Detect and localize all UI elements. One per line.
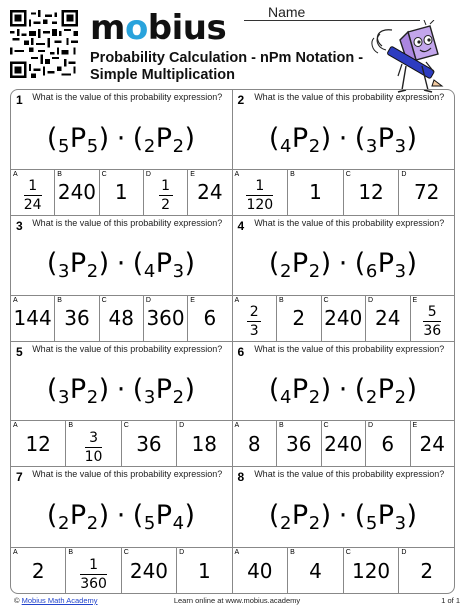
answer-letter: A — [234, 422, 240, 430]
answer-value: 240 — [324, 306, 363, 330]
answer-letter: D — [368, 296, 374, 304]
answer-option-b[interactable] — [288, 170, 344, 215]
answer-letter: C — [323, 422, 329, 430]
answer-choices — [233, 169, 455, 215]
answer-option-d[interactable] — [366, 421, 411, 466]
m-value: 2 — [86, 261, 99, 283]
n-value: 3 — [57, 261, 70, 283]
m-value: 3 — [394, 135, 407, 157]
n-value: 2 — [143, 135, 156, 157]
answer-value: $\frac{1}{2}$ — [159, 171, 173, 213]
answer-value: 8 — [247, 431, 261, 456]
answer-option-d[interactable] — [144, 296, 188, 341]
answer-letter: E — [190, 296, 195, 304]
answer-value: 1 — [197, 558, 211, 583]
answer-option-b[interactable] — [55, 170, 99, 215]
answer-letter: B — [68, 549, 74, 556]
answer-choices — [11, 169, 232, 215]
answer-letter: C — [123, 549, 129, 556]
answer-option-b[interactable] — [66, 421, 121, 466]
question-7 — [11, 467, 233, 593]
answer-choices — [233, 547, 455, 593]
answer-option-c[interactable] — [344, 170, 400, 215]
answer-value: 240 — [324, 431, 363, 456]
question-5 — [11, 342, 233, 468]
permutation-expression: ( 2 P 2 ) · ( 5 P 3 ) — [268, 499, 418, 534]
question-number: 3 — [16, 218, 23, 233]
answer-letter: A — [234, 170, 240, 178]
answer-letter: B — [279, 296, 284, 304]
permutation-expression: ( 5 P 5 ) · ( 2 P 2 ) — [46, 122, 196, 157]
m-value: 3 — [394, 512, 407, 534]
n-value: 5 — [57, 135, 70, 157]
answer-value: 6 — [381, 431, 395, 456]
answer-value: 2 — [292, 306, 306, 330]
n-value: 2 — [365, 387, 378, 408]
answer-letter: E — [412, 422, 418, 430]
mascot-illustration — [368, 20, 460, 100]
answer-letter: C — [123, 422, 129, 430]
answer-value: 2 — [420, 558, 434, 583]
answer-option-d[interactable] — [366, 296, 411, 341]
answer-option-c[interactable] — [122, 548, 177, 593]
m-value: 2 — [308, 135, 321, 157]
answer-option-c[interactable] — [100, 296, 144, 341]
mobius-academy-link[interactable]: Mobius Math Academy — [21, 596, 98, 605]
question-4 — [233, 216, 455, 342]
question-prompt: What is the value of this probability expression? — [254, 343, 445, 354]
answer-option-b[interactable] — [277, 296, 322, 341]
answer-choices — [11, 420, 232, 466]
answer-choices — [11, 547, 232, 593]
m-value: 3 — [394, 261, 407, 283]
answer-value: 4 — [309, 558, 322, 583]
page-number: 1 of 1 — [441, 596, 460, 605]
n-value: 2 — [279, 512, 292, 534]
answer-letter: E — [190, 170, 195, 178]
answer-option-d[interactable] — [399, 170, 454, 215]
answer-letter: C — [323, 296, 329, 304]
answer-letter: B — [290, 549, 295, 556]
answer-letter: D — [145, 170, 151, 178]
permutation-expression: ( 2 P 2 ) · ( 5 P 4 ) — [46, 499, 196, 534]
answer-value: 120 — [351, 558, 391, 583]
answer-value: $\frac{1}{120}$ — [246, 178, 274, 214]
n-value: 3 — [365, 135, 378, 157]
question-2 — [233, 90, 455, 216]
answer-option-a[interactable] — [233, 548, 289, 593]
n-value: 6 — [365, 261, 378, 283]
answer-value: $\frac{2}{3}$ — [247, 297, 261, 339]
m-value: 4 — [172, 512, 185, 534]
answer-value: 240 — [129, 558, 169, 583]
answer-letter: D — [179, 549, 185, 556]
answer-option-c[interactable] — [100, 170, 144, 215]
answer-letter: B — [290, 170, 295, 178]
question-number: 2 — [237, 93, 245, 107]
answer-letter: B — [279, 422, 284, 430]
answer-option-a[interactable] — [233, 170, 289, 215]
answer-letter: A — [13, 549, 18, 556]
n-value: 5 — [143, 512, 156, 534]
answer-value: 36 — [286, 431, 312, 456]
answer-option-c[interactable] — [322, 421, 367, 466]
answer-value: 1 — [114, 180, 128, 205]
answer-value: 2 — [31, 558, 45, 583]
question-number: 8 — [237, 470, 245, 485]
answer-letter: B — [68, 422, 74, 430]
footer-copyright: © Mobius Math Academy — [14, 596, 98, 605]
answer-option-a[interactable] — [11, 296, 55, 341]
answer-option-d[interactable] — [399, 548, 454, 593]
answer-value: $\frac{5}{36}$ — [423, 304, 442, 339]
question-number: 4 — [237, 218, 245, 233]
n-value: 2 — [279, 261, 292, 283]
answer-option-e[interactable] — [188, 296, 231, 341]
answer-letter: A — [13, 422, 18, 430]
answer-value: 240 — [57, 180, 97, 205]
answer-letter: D — [145, 296, 151, 304]
question-6 — [233, 342, 455, 468]
answer-value: 36 — [136, 431, 162, 456]
footer-learn-online: Learn online at www.mobius.academy — [173, 596, 301, 605]
answer-letter: C — [345, 549, 351, 556]
answer-option-a[interactable] — [11, 548, 66, 593]
answer-option-e[interactable] — [411, 296, 455, 341]
answer-value: 40 — [247, 558, 273, 583]
permutation-expression: ( 3 P 2 ) · ( 3 P 2 ) — [46, 374, 196, 408]
answer-option-e[interactable] — [188, 170, 231, 215]
m-value: 3 — [172, 261, 185, 283]
answer-choices — [233, 295, 455, 341]
mobius-logo: mobius — [90, 8, 227, 48]
answer-option-d[interactable] — [177, 421, 231, 466]
answer-option-e[interactable] — [411, 421, 455, 466]
answer-option-a[interactable] — [233, 296, 278, 341]
answer-value: 24 — [197, 180, 223, 205]
answer-value: $\frac{3}{10}$ — [84, 429, 103, 465]
m-value: 2 — [172, 135, 185, 157]
answer-option-b[interactable] — [55, 296, 99, 341]
answer-option-a[interactable] — [233, 421, 278, 466]
m-value: 2 — [172, 387, 185, 408]
answer-value: 12 — [358, 180, 384, 205]
question-prompt: What is the value of this probability expression? — [32, 217, 223, 228]
question-prompt: What is the value of this probability expression? — [254, 217, 445, 228]
m-value: 2 — [86, 387, 99, 408]
permutation-expression: ( 3 P 2 ) · ( 4 P 3 ) — [46, 248, 196, 283]
answer-option-b[interactable] — [277, 421, 322, 466]
answer-letter: D — [179, 422, 185, 430]
n-value: 4 — [143, 261, 156, 283]
m-value: 2 — [86, 512, 99, 534]
permutation-expression: ( 2 P 2 ) · ( 6 P 3 ) — [268, 248, 418, 283]
answer-option-c[interactable] — [344, 548, 400, 593]
answer-choices — [233, 420, 455, 466]
permutation-expression: ( 4 P 2 ) · ( 2 P 2 ) — [268, 374, 418, 408]
answer-option-d[interactable] — [144, 170, 188, 215]
m-value: 2 — [394, 387, 407, 408]
worksheet-title: Probability Calculation - nPm Notation - Simple Multiplication — [90, 50, 364, 83]
m-value: 2 — [308, 261, 321, 283]
question-8 — [233, 467, 455, 593]
question-number: 6 — [237, 344, 245, 359]
question-number: 5 — [16, 344, 23, 359]
answer-option-a[interactable] — [11, 170, 55, 215]
permutation-expression: ( 4 P 2 ) · ( 3 P 3 ) — [268, 122, 418, 157]
answer-value: $\frac{1}{360}$ — [80, 556, 107, 592]
n-value: 3 — [143, 387, 156, 408]
answer-option-c[interactable] — [322, 296, 367, 341]
question-grid — [10, 89, 455, 594]
n-value: 5 — [365, 512, 378, 534]
name-label: Name — [268, 4, 306, 20]
n-value: 3 — [57, 387, 70, 408]
m-value: 2 — [308, 387, 321, 408]
n-value: 4 — [279, 135, 292, 157]
answer-option-c[interactable] — [122, 421, 177, 466]
qr-code — [10, 10, 78, 78]
answer-letter: C — [345, 170, 351, 178]
answer-letter: A — [13, 170, 18, 178]
question-number: 1 — [16, 93, 23, 107]
answer-value: $\frac{1}{24}$ — [23, 178, 42, 214]
answer-letter: C — [101, 170, 107, 178]
answer-value: 18 — [191, 431, 218, 456]
answer-letter: A — [234, 296, 240, 304]
answer-letter: E — [412, 296, 418, 304]
answer-letter: D — [401, 549, 407, 556]
answer-option-a[interactable] — [11, 421, 66, 466]
m-value: 2 — [308, 512, 321, 534]
answer-value: 48 — [108, 306, 134, 330]
question-prompt: What is the value of this probability expression? — [32, 469, 223, 480]
answer-letter: A — [13, 296, 18, 304]
answer-letter: A — [234, 549, 240, 556]
answer-option-b[interactable] — [66, 548, 121, 593]
answer-letter: D — [401, 170, 407, 178]
answer-option-d[interactable] — [177, 548, 231, 593]
question-prompt: What is the value of this probability expression? — [254, 92, 445, 102]
answer-value: 24 — [375, 306, 401, 330]
answer-value: 144 — [13, 306, 52, 330]
answer-letter: B — [57, 296, 62, 304]
question-prompt: What is the value of this probability expression? — [32, 92, 223, 102]
answer-letter: D — [368, 422, 374, 430]
m-value: 5 — [86, 135, 99, 157]
question-1 — [11, 90, 233, 216]
answer-value: 1 — [309, 180, 322, 205]
answer-value: 12 — [25, 431, 51, 456]
question-3 — [11, 216, 233, 342]
answer-choices — [11, 295, 232, 341]
n-value: 4 — [279, 387, 292, 408]
n-value: 2 — [57, 512, 70, 534]
answer-value: 360 — [146, 306, 185, 330]
question-number: 7 — [16, 470, 23, 485]
answer-letter: B — [57, 170, 62, 178]
answer-value: 24 — [419, 431, 445, 456]
answer-value: 36 — [64, 306, 90, 330]
question-prompt: What is the value of this probability expression? — [32, 343, 223, 354]
answer-option-b[interactable] — [288, 548, 344, 593]
answer-value: 72 — [413, 180, 440, 205]
answer-letter: C — [101, 296, 107, 304]
question-prompt: What is the value of this probability expression? — [254, 469, 445, 480]
answer-value: 6 — [203, 306, 217, 330]
